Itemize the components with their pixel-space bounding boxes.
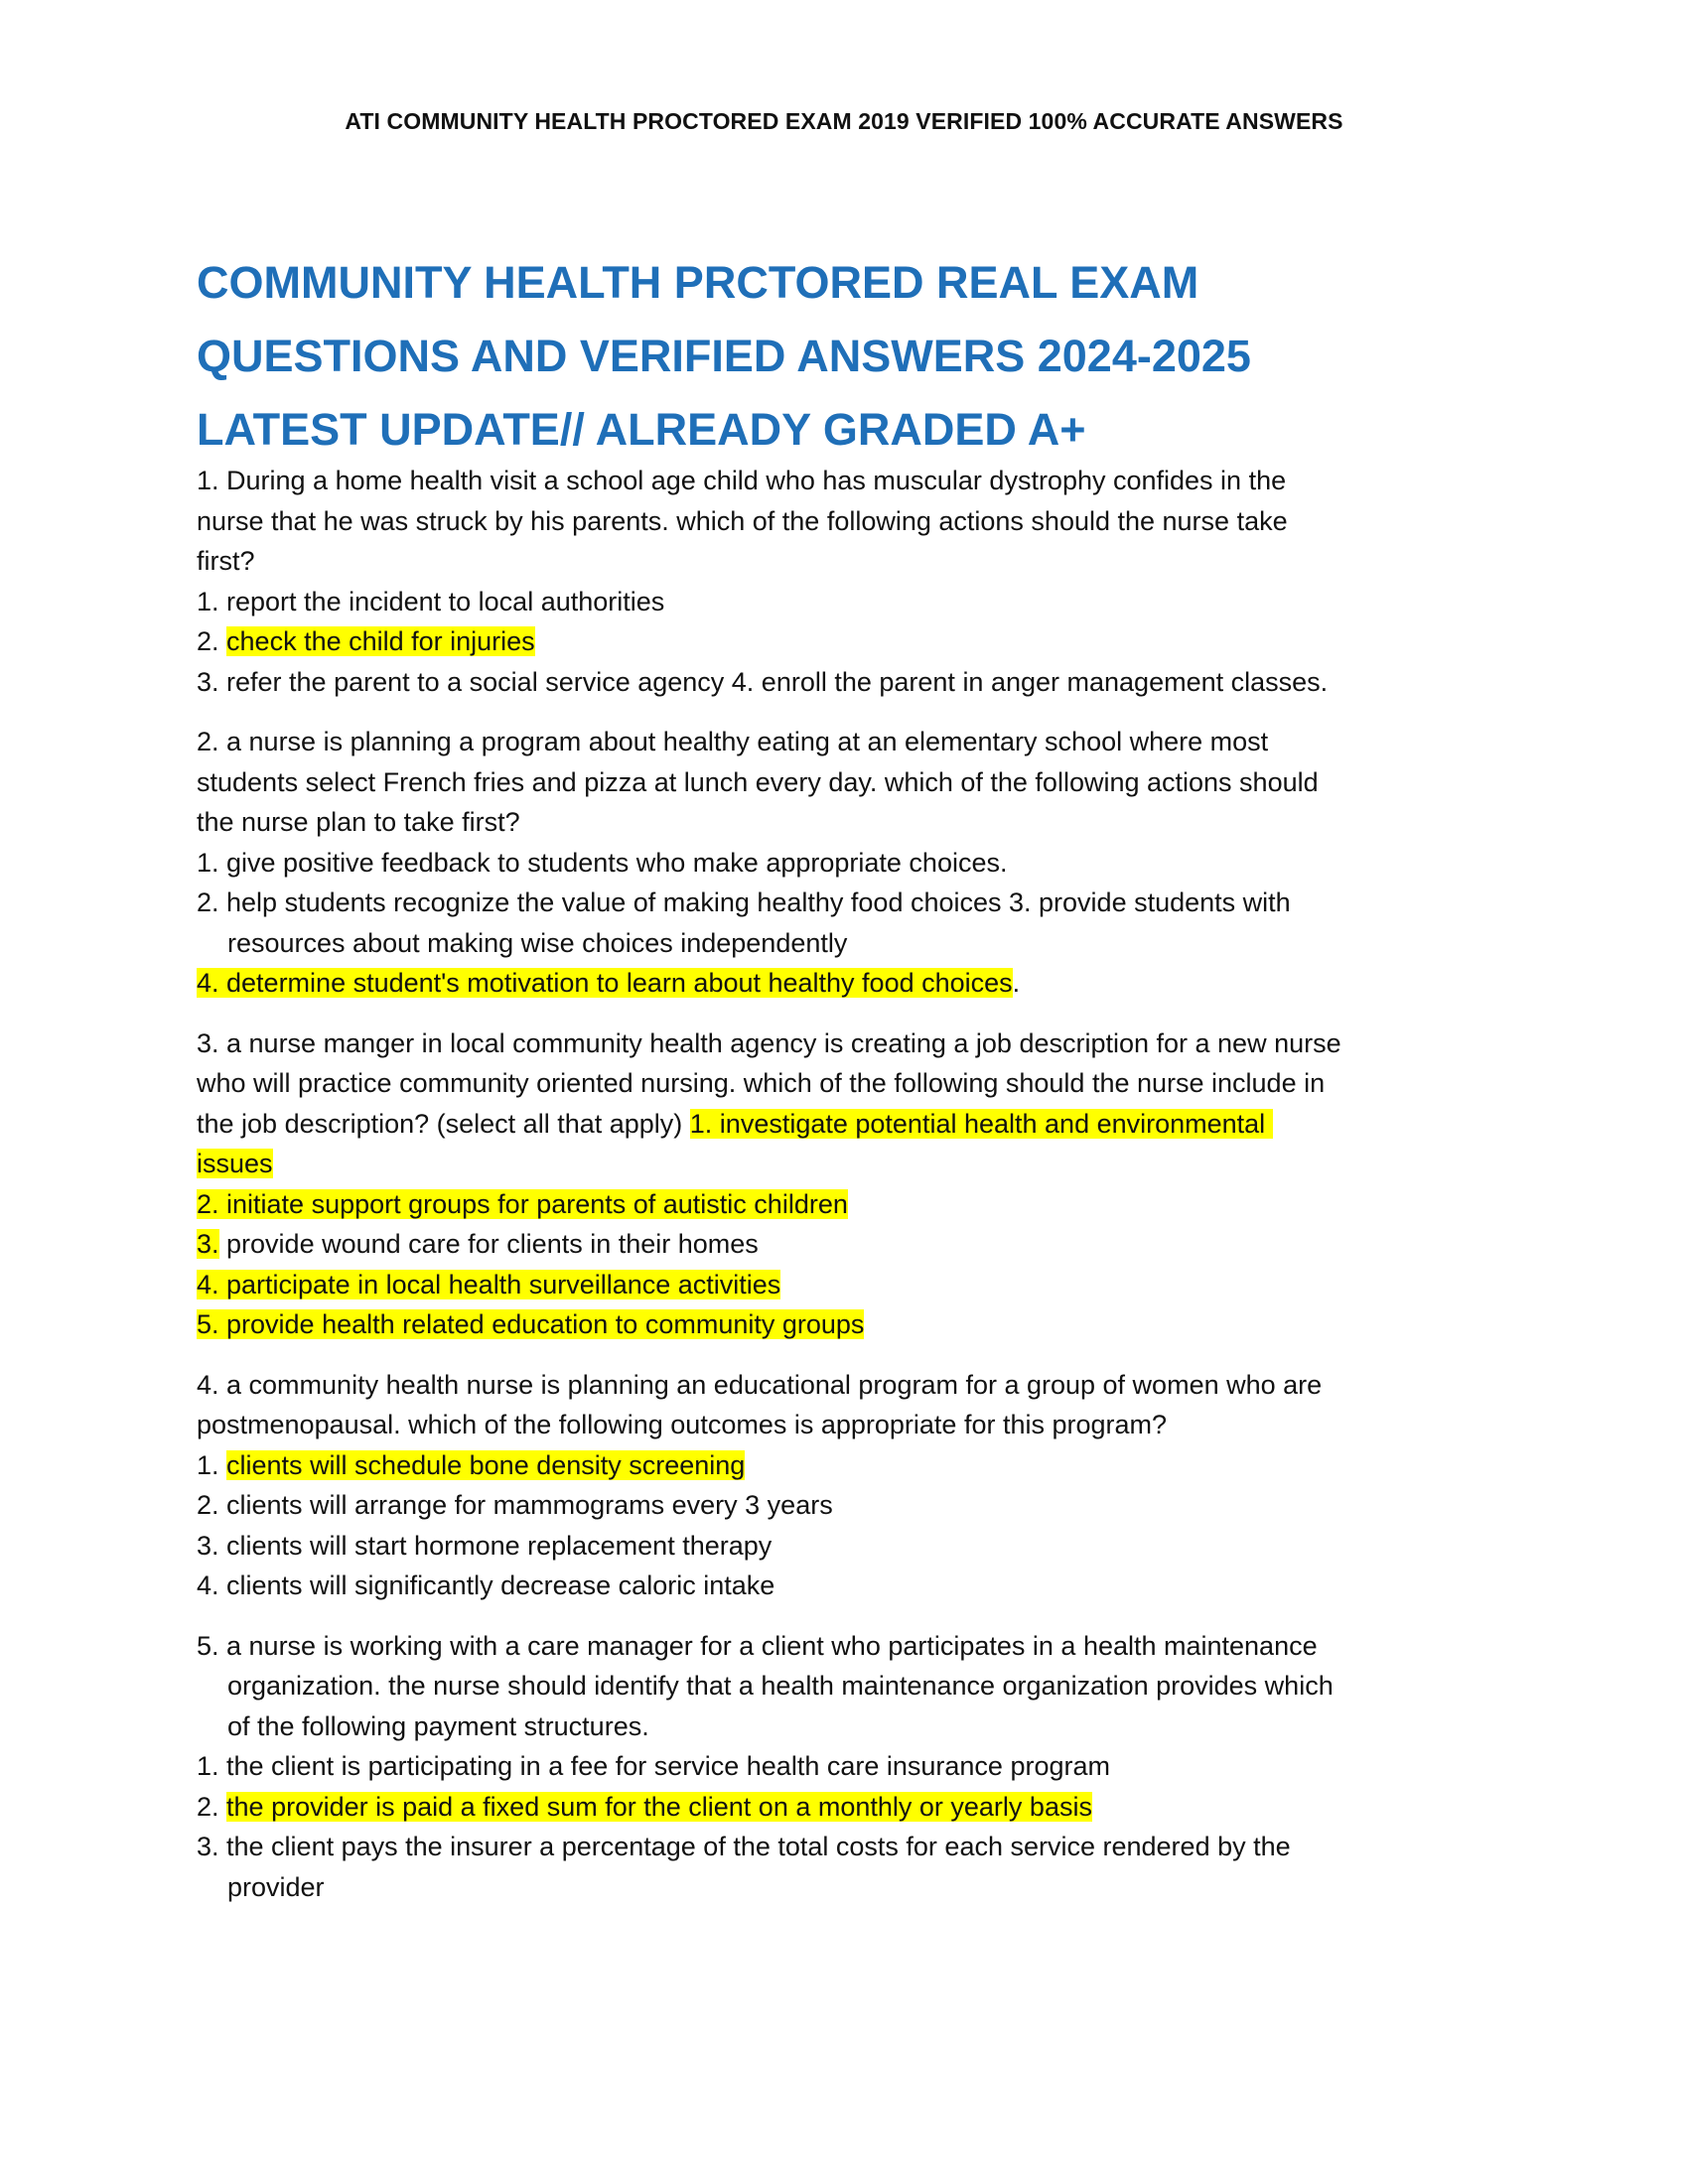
highlighted-number: 3. (197, 1229, 219, 1259)
option-number: 1. (197, 1449, 227, 1480)
question-1 (197, 461, 1348, 702)
question-4-option-3: 3. clients will start hormone replacement therapy (197, 1530, 773, 1561)
question-5-option-2 (197, 1787, 1348, 1828)
question-2-option-1: 1. give positive feedback to students who make appropriate choices. (197, 847, 1008, 878)
question-1-option-2 (197, 621, 1348, 662)
highlighted-answer: 5. provide health related education to community groups (197, 1309, 865, 1339)
highlighted-answer: clients will schedule bone density screening (226, 1449, 746, 1480)
question-3-stem (197, 1024, 1348, 1184)
question-1-option-1: 1. report the incident to local authorities (197, 586, 665, 616)
question-list (197, 461, 1348, 1927)
highlighted-answer: 2. initiate support groups for parents of autistic children (197, 1188, 848, 1219)
question-5-stem: 5. a nurse is working with a care manager for a client who participates in a health maintenance organization. the nurse should identify that a health maintenance organization provides which of the following payment structures. (197, 1630, 1341, 1741)
highlighted-answer: the provider is paid a fixed sum for the client on a monthly or yearly basis (226, 1791, 1092, 1822)
question-5 (197, 1626, 1348, 1908)
question-3-option-3 (197, 1224, 1348, 1265)
question-2-option-4 (197, 963, 1348, 1004)
question-3-stem-text: 3. a nurse manger in local community health agency is creating a job description for a new nurse who will practice community oriented nursing. which of the following should the nurse include in the job description? (select all that apply) (197, 1027, 1349, 1139)
question-2-option-2: 2. help students recognize the value of making healthy food choices 3. provide students with resources about making wise choices independently (197, 887, 1299, 958)
title-line-1: COMMUNITY HEALTH PRCTORED REAL EXAM (197, 257, 1199, 308)
question-5-option-3: 3. the client pays the insurer a percentage of the total costs for each service rendered by the provider (197, 1832, 1299, 1902)
option-tail: . (1012, 968, 1021, 998)
question-4-option-1 (197, 1445, 1348, 1486)
question-5-option-1: 1. the client is participating in a fee for service health care insurance program (197, 1751, 1110, 1781)
question-4-option-4: 4. clients will significantly decrease caloric intake (197, 1570, 775, 1600)
title-line-3: LATEST UPDATE// ALREADY GRADED A+ (197, 404, 1086, 455)
question-3 (197, 1024, 1348, 1345)
option-number: 2. (197, 1791, 227, 1822)
document-title (197, 246, 1368, 467)
highlighted-answer: check the child for injuries (226, 626, 535, 656)
option-number: 2. (197, 626, 227, 656)
question-2-stem: 2. a nurse is planning a program about healthy eating at an elementary school where most students select French fries and pizza at lunch every day. which of the following actions should the nurse plan to take first? (197, 727, 1327, 837)
highlighted-answer: 1. investigate potential health and environmental issues (197, 1108, 1273, 1178)
question-4-option-2: 2. clients will arrange for mammograms every 3 years (197, 1490, 833, 1520)
page-header: ATI COMMUNITY HEALTH PROCTORED EXAM 2019 VERIFIED 100% ACCURATE ANSWERS (345, 108, 1343, 134)
question-1-stem: 1. During a home health visit a school age child who has muscular dystrophy confides in the nurse that he was struck by his parents. which of the following actions should the nurse take first? (197, 466, 1296, 576)
question-4 (197, 1365, 1348, 1606)
title-line-2: QUESTIONS AND VERIFIED ANSWERS 2024-2025 (197, 331, 1251, 381)
option-text: provide wound care for clients in their homes (218, 1229, 759, 1259)
highlighted-answer: 4. participate in local health surveillance activities (197, 1269, 781, 1299)
highlighted-answer: 4. determine student's motivation to learn about healthy food choices (197, 968, 1013, 998)
question-3-option-4 (197, 1265, 1348, 1305)
question-2 (197, 722, 1348, 1004)
question-4-stem: 4. a community health nurse is planning an educational program for a group of women who are postmenopausal. which of the following outcomes is appropriate for this program? (197, 1369, 1330, 1439)
question-3-option-5 (197, 1304, 1348, 1345)
question-1-option-3: 3. refer the parent to a social service agency 4. enroll the parent in anger management classes. (197, 666, 1329, 697)
question-3-option-2 (197, 1184, 1348, 1225)
